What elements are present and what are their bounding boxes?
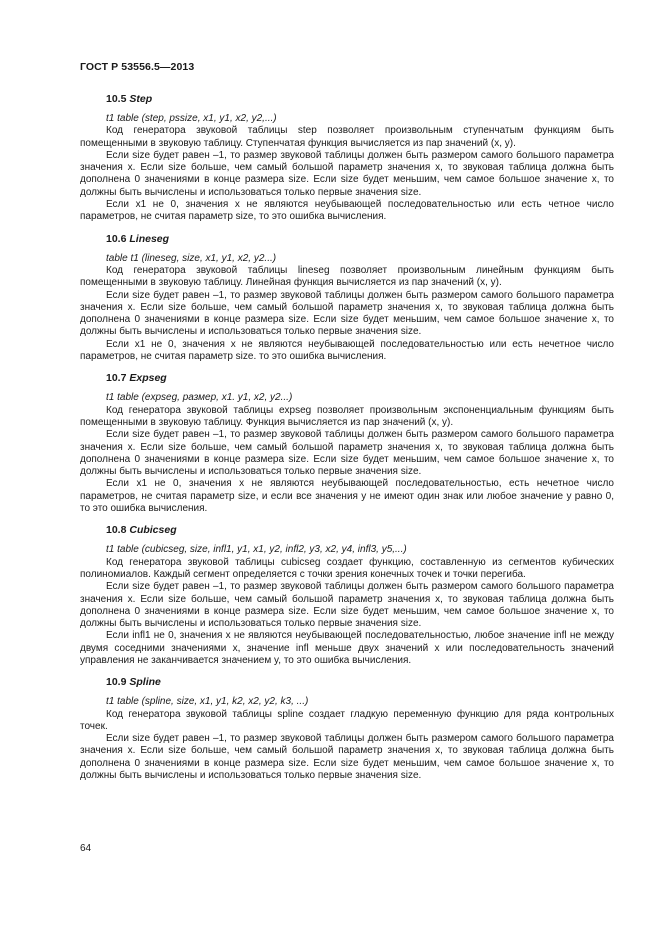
section-name: Lineseg [129,232,170,245]
paragraph: Если size будет равен –1, то размер звуковой таблицы должен быть размером самого большого параметра значения x. Если size больше, чем самый большой параметр значения x, то звуковая таблица должна быть дополнена 0 значениями в конце размера size. Если size будет меньшим, чем самое большое значение x, то должны быть вычислены и использоваться только первые значения size. [80,149,614,198]
paragraph: Если size будет равен –1, то размер звуковой таблицы должен быть размером самого большого параметра значения x. Если size больше, чем самый большой параметр значения x, то звуковая таблица должна быть дополнена 0 значениями в конце размера size. Если size будет меньшим, чем самое большое значение x, то должны быть вычислены и использоваться только первые значения size. [80,581,614,630]
paragraph: Если x1 не 0, значения x не являются неубывающей последовательностью или есть четное число параметров, не считая параметр size, то это ошибка вычисления. [80,199,614,223]
section-title [80,93,614,106]
document-header: ГОСТ Р 53556.5—2013 [80,61,195,73]
section-name: Spline [129,676,161,689]
section-number: 10.8 [106,524,127,537]
page-number: 64 [80,843,92,854]
document-body [80,93,614,782]
syntax-line: t1 table (cubicseg, size, infl1, y1, x1, y2, infl2, y3, x2, y4, infl3, y5,...) [106,544,407,556]
section-number: 10.5 [106,93,127,105]
syntax-line: t1 table (step, pssize, x1, y1, x2, y2,...) [106,113,277,124]
paragraph: Код генератора звуковой таблицы lineseg позволяет произвольным линейным функциям быть помещенными в звуковую таблицу. Линейная функция вычисляется из пар значений (x, y). [80,264,614,289]
paragraph: Код генератора звуковой таблицы spline создает гладкую переменную функцию для ряда контрольных точек. [80,708,614,732]
syntax-line: t1 table (spline, size, x1, y1, k2, x2, y2, k3, ...) [106,696,309,708]
section [80,524,614,667]
section [80,233,614,364]
paragraph: Если x1 не 0, значения x не являются неубывающей последовательностью или есть нечетное число параметров, не считая параметр size. то это ошибка вычисления. [80,338,614,363]
section-name: Step [129,93,153,105]
paragraph: Если size будет равен –1, то размер звуковой таблицы должен быть размером самого большого параметра значения x. Если size больше, чем самый большой параметр значения x, то звуковая таблица должна быть дополнена 0 значениями в конце размера size. Если size будет меньшим, чем самое большое значение x, то должны быть вычислены и использоваться только первые значения size. [80,733,614,782]
section-title [80,524,614,537]
section-title [80,676,614,689]
section [80,676,614,782]
section-title [80,372,614,385]
section-name: Expseg [129,372,167,385]
section-number: 10.6 [106,232,127,245]
paragraph: Если size будет равен –1, то размер звуковой таблицы должен быть размером самого большого параметра значения x. Если size больше, чем самый большой параметр значения x, то звуковая таблица должна быть дополнена 0 значениями в конце размера size. Если size будет меньшим, чем самое большое значение x, то должны быть вычислены и использоваться только первые значения size. [80,289,614,338]
section-title [80,233,614,246]
paragraph: Если size будет равен –1, то размер звуковой таблицы должен быть размером самого большого параметра значения x. Если size больше, чем самый большой параметр значения x, то звуковая таблица должна быть дополнена 0 значениями в конце размера size. Если size будет меньшим, чем самое большое значение x, то должны быть вычислены и использоваться только первые значения size. [80,429,614,478]
syntax-line: t1 table (expseg, размер, x1. y1, x2, y2...) [106,392,293,404]
paragraph: Код генератора звуковой таблицы step позволяет произвольным ступенчатым функциям быть помещенными в звуковую таблицу. Ступенчатая функция вычисляется из пар значений (x, y). [80,125,614,149]
section [80,372,614,515]
paragraph: Код генератора звуковой таблицы expseg позволяет произвольным экспоненциальным функциям быть помещенными в звуковую таблицу. Функция вычисляется из пар значений (x, y). [80,404,614,428]
paragraph: Код генератора звуковой таблицы cubicseg создает функцию, составленную из сегментов кубических полиномиалов. Каждый сегмент определяется с точки зрения конечных точек и точки перегиба. [80,556,614,580]
paragraph: Если x1 не 0, значения x не являются неубывающей последовательностью, есть нечетное число параметров, не считая параметр size, и если все значения y не имеют один знак или любое значение y равно 0, то это ошибка вычисления. [80,478,614,515]
section-number: 10.9 [106,676,127,689]
section-name: Cubicseg [129,524,177,537]
section-number: 10.7 [106,372,127,385]
section [80,93,614,224]
paragraph: Если infl1 не 0, значения x не являются неубывающей последовательностью, любое значение infl не между двумя соседними значениями x, значение infl меньше двух значений x или последовательность значений управления не заканчивается значением y, то это ошибка вычисления. [80,630,614,666]
syntax-line: table t1 (lineseg, size, x1, y1, x2, y2...) [106,252,277,264]
